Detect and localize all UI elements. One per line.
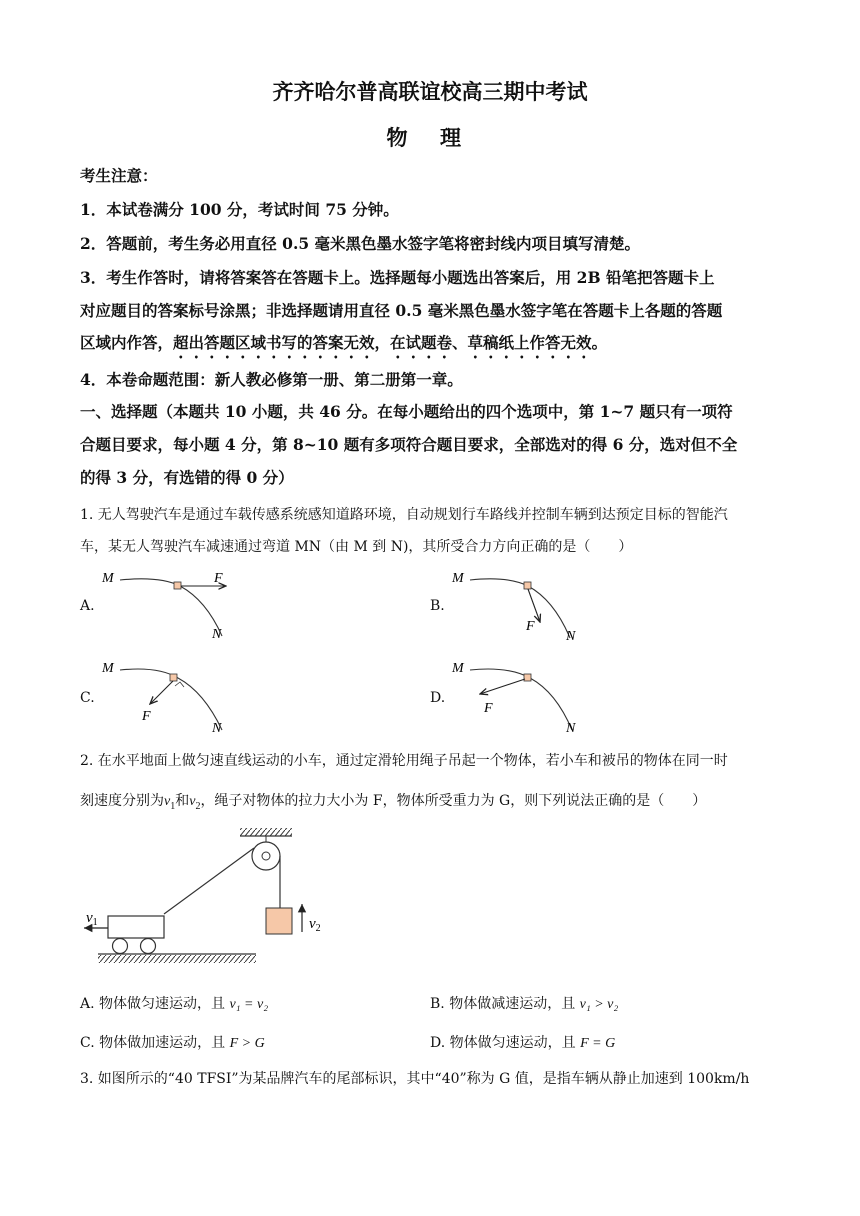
ground-hatch xyxy=(98,955,256,963)
rope xyxy=(164,848,254,914)
section1-line1: 一、选择题（本题共 10 小题，共 46 分。在每小题给出的四个选项中，第 1~7 题只有一项符 xyxy=(80,402,733,421)
point-n-label: N xyxy=(212,721,222,736)
q1-option-d-label: D. xyxy=(430,690,446,706)
point-m-label: M xyxy=(452,571,464,586)
car-block xyxy=(524,674,531,681)
v2-label: $v_2$ xyxy=(309,916,321,934)
cart-wheel-right xyxy=(141,939,156,954)
q1-diagram-d xyxy=(450,656,590,736)
q2-option-b: B. 物体做减速运动，且 v₁ > v₂ xyxy=(430,996,619,1012)
section1-line3: 的得 3 分，有选错的得 0 分） xyxy=(80,468,294,487)
point-n-label: N xyxy=(212,627,222,642)
notice-item-3-emphasis-2: 在试题卷、草稿纸上作答无效 xyxy=(390,333,592,352)
q2-option-d: D. 物体做匀速运动，且 F = G xyxy=(430,1035,616,1051)
q2-option-c: C. 物体做加速运动，且 F > G xyxy=(80,1035,265,1051)
notice-item-3-emphasis-1: 超出答题区域书写的答案无效 xyxy=(173,333,375,352)
v1-label: $v_1$ xyxy=(86,910,98,928)
q2-line2 xyxy=(80,790,706,812)
q1-diagram-a xyxy=(98,566,238,642)
notice-item-3-line1: 3．考生作答时，请将答案答在答题卡上。选择题每小题选出答案后，用 2B 铅笔把答题卡上 xyxy=(80,268,715,287)
notice-item-3-line3 xyxy=(80,331,607,362)
section1-line2: 合题目要求，每小题 4 分，第 8~10 题有多项符合题目要求，全部选对的得 6 分，选对但不全 xyxy=(80,435,738,454)
cart-wheel-left xyxy=(113,939,128,954)
q2-diagram xyxy=(80,824,340,970)
q1-option-a-label: A. xyxy=(80,598,95,614)
notice-item-4: 4．本卷命题范围：新人教必修第一册、第二册第一章。 xyxy=(80,370,463,389)
q1-diagram-c xyxy=(98,656,238,736)
force-f-label: F xyxy=(142,709,151,724)
q2-line2-part-a: 刻速度分别为 xyxy=(80,793,164,809)
q2-line2-part-b: 和 xyxy=(175,793,190,809)
notice-item-3-part-c: ， xyxy=(374,333,391,352)
car-block xyxy=(170,674,177,681)
force-f-label: F xyxy=(214,571,223,586)
notice-item-1: 1．本试卷满分 100 分，考试时间 75 分钟。 xyxy=(80,200,399,219)
q2-line2-part-c: ，绳子对物体的拉力大小为 F，物体所受重力为 G，则下列说法正确的是（ ） xyxy=(200,793,707,809)
notice-item-3-line2: 对应题目的答案标号涂黑；非选择题请用直径 0.5 毫米黑色墨水签字笔在答题卡上各题的答题 xyxy=(80,301,723,320)
q3-line1: 3. 如图所示的“40 TFSI”为某品牌汽车的尾部标识，其中“40”称为 G 值，是指车辆从静止加速到 100km/h xyxy=(80,1071,750,1087)
point-m-label: M xyxy=(102,661,114,676)
hanging-block xyxy=(266,908,292,934)
q1-option-b-label: B. xyxy=(430,598,445,614)
point-n-label: N xyxy=(566,629,576,644)
q1-line1: 1. 无人驾驶汽车是通过车载传感系统感知道路环境，自动规划行车路线并控制车辆到达预定目标的智能汽 xyxy=(80,507,728,523)
point-m-label: M xyxy=(452,661,464,676)
q2-option-a: A. 物体做匀速运动，且 v₁ = v₂ xyxy=(80,996,269,1012)
point-n-label: N xyxy=(566,721,576,736)
q1-line2: 车，某无人驾驶汽车减速通过弯道 MN（由 M 到 N)，其所受合力方向正确的是（ ） xyxy=(80,539,633,555)
v2-symbol: $v_2$ xyxy=(189,794,201,812)
q1-option-c-label: C. xyxy=(80,690,95,706)
point-m-label: M xyxy=(102,571,114,586)
car-block xyxy=(174,582,181,589)
notice-heading: 考生注意： xyxy=(80,166,158,185)
v1-symbol: $v_1$ xyxy=(164,794,176,812)
notice-item-3-part-a: 区域内作答， xyxy=(80,333,174,352)
ceiling-hatch xyxy=(240,828,292,836)
force-f-label: F xyxy=(484,701,493,716)
q1-diagram-b xyxy=(450,566,590,644)
notice-item-2: 2．答题前，考生务必用直径 0.5 毫米黑色墨水签字笔将密封线内项目填写清楚。 xyxy=(80,234,641,253)
force-f-label: F xyxy=(526,619,535,634)
subject-title: 物 理 xyxy=(386,125,474,150)
car-block xyxy=(524,582,531,589)
exam-title: 齐齐哈尔普高联谊校高三期中考试 xyxy=(272,79,588,104)
cart xyxy=(108,916,164,938)
q2-line1: 2. 在水平地面上做匀速直线运动的小车，通过定滑轮用绳子吊起一个物体，若小车和被吊的物体在同一时 xyxy=(80,753,728,769)
notice-item-3-part-e: 。 xyxy=(591,333,608,352)
